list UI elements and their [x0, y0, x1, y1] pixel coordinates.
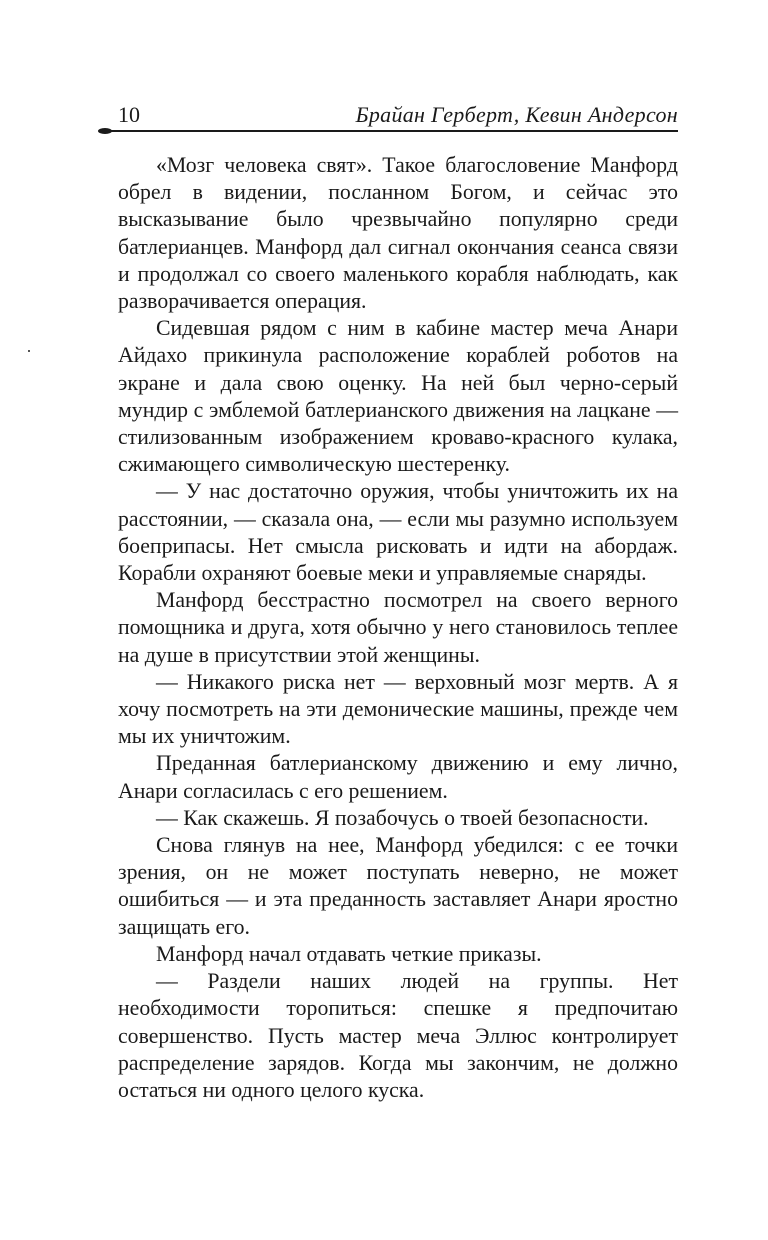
paragraph: — У нас достаточно оружия, чтобы уничтожить их на расстоянии, — сказала она, — если мы разумно используем боеприпасы. Нет смысла рисковать и идти на абордаж. Корабли охраняют боевые меки и управляемые снаряды. — [118, 479, 678, 586]
page-number: 10 — [118, 102, 140, 127]
header-rule — [104, 130, 678, 132]
page-header — [118, 100, 678, 130]
print-speck — [28, 350, 30, 352]
paragraph: Снова глянув на нее, Манфорд убедился: с ее точки зрения, он не может поступать неверно, не может ошибиться — и эта преданность заставляет Анари яростно защищать его. — [118, 833, 678, 939]
paragraph: Манфорд бесстрастно посмотрел на своего верного помощника и друга, хотя обычно у него становилось теплее на душе в присутствии этой женщины. — [118, 588, 678, 667]
running-title: Брайан Герберт, Кевин Андерсон — [355, 102, 678, 127]
paragraph: Преданная батлерианскому движению и ему лично, Анари согласилась с его решением. — [118, 751, 678, 803]
paragraph: — Никакого риска нет — верховный мозг мертв. А я хочу посмотреть на эти демонические машины, прежде чем мы их уничтожим. — [118, 669, 678, 749]
paragraph: — Как скажешь. Я позабочусь о твоей безопасности. — [156, 805, 649, 830]
paragraph: Сидевшая рядом с ним в кабине мастер меча Анари Айдахо прикинула расположение кораблей роботов на экране и дала свою оценку. На ней был черно-серый мундир с эмблемой батлерианского движения на лацкане — стилизованным изображением кроваво-красного кулака, сжимающего символическую шестеренку. — [118, 316, 678, 477]
paragraph: «Мозг человека свят». Такое благословение Манфорд обрел в видении, посланном Богом, и сейчас это высказывание было чрезвычайно популярно среди батлерианцев. Манфорд дал сигнал окончания сеанса связи и продолжал со своего маленького корабля наблюдать, как разворачивается операция. — [118, 153, 678, 314]
header-rule-ornament — [98, 128, 112, 134]
paragraph: Манфорд начал отдавать четкие приказы. — [156, 941, 542, 966]
paragraph: — Раздели наших людей на группы. Нет необходимости торопиться: спешке я предпочитаю совершенство. Пусть мастер меча Эллюс контролирует распределение зарядов. Когда мы закончим, не должно остаться ни одного целого куска. — [118, 969, 678, 1102]
body-text — [118, 152, 678, 1104]
